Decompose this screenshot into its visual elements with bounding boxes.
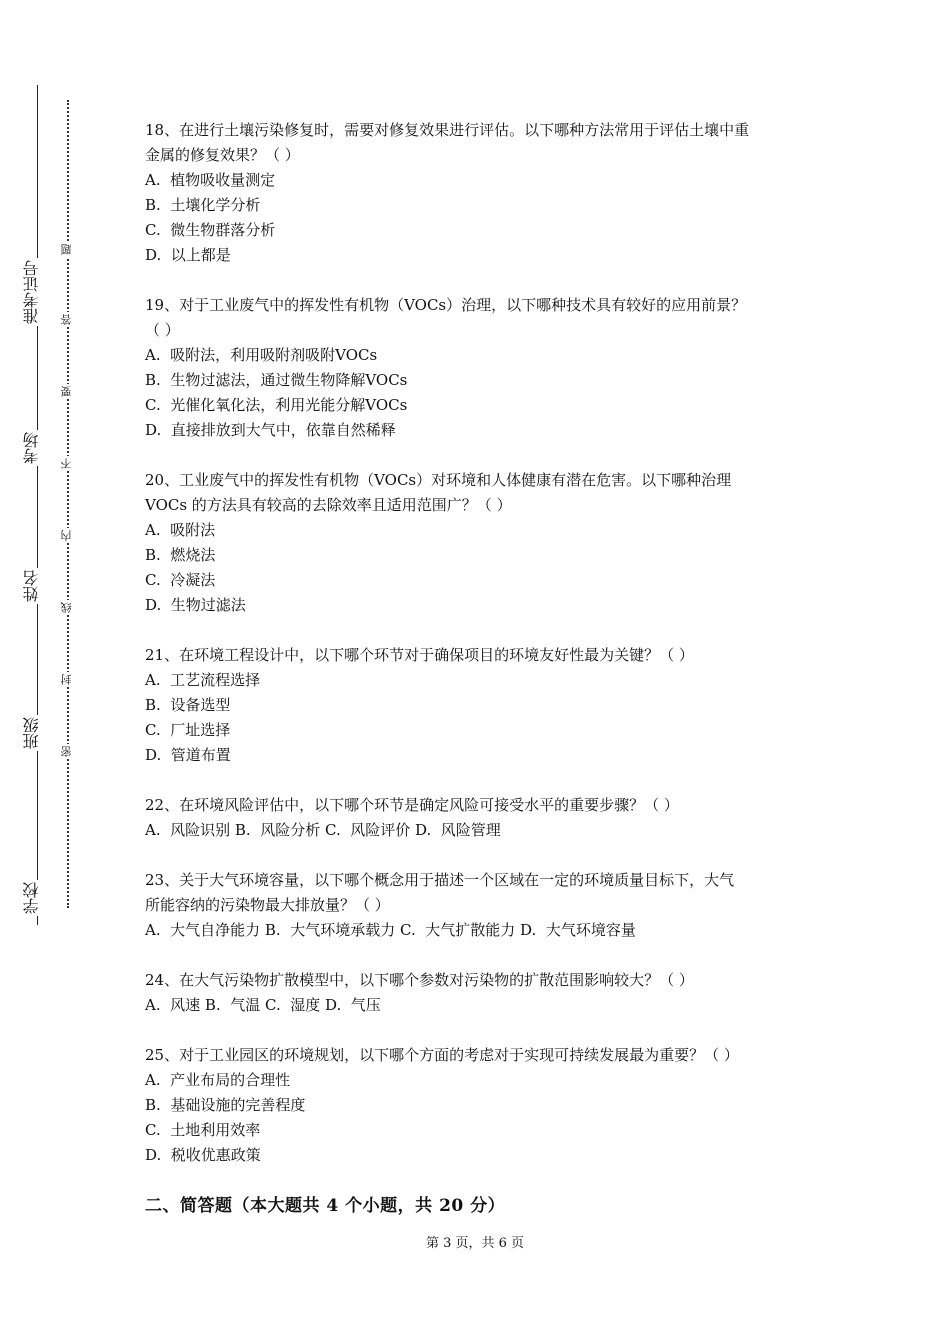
option: D. 税收优惠政策 xyxy=(145,1146,261,1164)
option: C. 厂址选择 xyxy=(145,721,231,739)
binding-label-name: 姓名 xyxy=(20,568,54,604)
seal-char: 题 xyxy=(60,244,73,255)
question-20 xyxy=(145,468,815,618)
question-stem: 19、对于工业废气中的挥发性有机物（VOCs）治理，以下哪种技术具有较好的应用前景？ xyxy=(145,296,747,314)
question-stem: 20、工业废气中的挥发性有机物（VOCs）对环境和人体健康有潜在危害。以下哪种治理 xyxy=(145,471,732,489)
question-stem: 18、在进行土壤污染修复时，需要对修复效果进行评估。以下哪种方法常用于评估土壤中重 xyxy=(145,121,750,139)
question-stem: 金属的修复效果？（ ） xyxy=(145,146,300,164)
question-stem: 25、对于工业园区的环境规划，以下哪个方面的考虑对于实现可持续发展最为重要？（ ） xyxy=(145,1046,739,1064)
question-18 xyxy=(145,118,815,268)
page-number: 第 3 页，共 6 页 xyxy=(425,1236,525,1251)
question-stem: VOCs 的方法具有较高的去除效率且适用范围广？（ ） xyxy=(145,496,512,514)
question-stem: 22、在环境风险评估中，以下哪个环节是确定风险可接受水平的重要步骤？（ ） xyxy=(145,796,679,814)
option-row: A. 大气自净能力 B. 大气环境承载力 C. 大气扩散能力 D. 大气环境容量 xyxy=(145,921,636,939)
option: C. 土地利用效率 xyxy=(145,1121,261,1139)
question-24 xyxy=(145,968,815,1018)
question-25 xyxy=(145,1043,815,1168)
option: D. 以上都是 xyxy=(145,246,231,264)
option: A. 植物吸收量测定 xyxy=(145,171,276,189)
seal-char: 密 xyxy=(60,746,73,757)
question-stem: （ ） xyxy=(145,321,180,339)
seal-char: 线 xyxy=(60,602,73,613)
option: D. 直接排放到大气中，依靠自然稀释 xyxy=(145,421,396,439)
seal-char: 不 xyxy=(60,458,73,469)
option: D. 管道布置 xyxy=(145,746,231,764)
binding-label-class: 班级 xyxy=(20,715,54,751)
option-row: A. 风险识别 B. 风险分析 C. 风险评价 D. 风险管理 xyxy=(145,821,501,839)
option: A. 产业布局的合理性 xyxy=(145,1071,291,1089)
question-23 xyxy=(145,868,815,943)
option: B. 设备选型 xyxy=(145,696,231,714)
option: C. 光催化氧化法，利用光能分解VOCs xyxy=(145,396,408,414)
option: A. 吸附法，利用吸附剂吸附VOCs xyxy=(145,346,378,364)
option: A. 吸附法 xyxy=(145,521,216,539)
seal-char: 封 xyxy=(60,674,73,685)
binding-label-exam-room: 考场 xyxy=(20,430,54,466)
question-22 xyxy=(145,793,815,843)
seal-char: 内 xyxy=(60,530,73,541)
option: B. 生物过滤法，通过微生物降解VOCs xyxy=(145,371,408,389)
binding-dotted-line xyxy=(67,100,69,908)
question-stem: 24、在大气污染物扩散模型中，以下哪个参数对污染物的扩散范围影响较大？（ ） xyxy=(145,971,694,989)
question-list xyxy=(145,118,815,1219)
binding-solid-line xyxy=(37,85,38,925)
question-stem: 23、关于大气环境容量，以下哪个概念用于描述一个区域在一定的环境质量目标下，大气 xyxy=(145,871,735,889)
option: B. 基础设施的完善程度 xyxy=(145,1096,306,1114)
question-stem: 所能容纳的污染物最大排放量？（ ） xyxy=(145,896,390,914)
seal-char: 要 xyxy=(60,386,73,397)
option: A. 工艺流程选择 xyxy=(145,671,261,689)
option: B. 燃烧法 xyxy=(145,546,216,564)
binding-label-exam-id: 准考证号 xyxy=(20,258,54,326)
question-21 xyxy=(145,643,815,768)
option: D. 生物过滤法 xyxy=(145,596,246,614)
option: C. 微生物群落分析 xyxy=(145,221,276,239)
question-19 xyxy=(145,293,815,443)
binding-label-school: 学校 xyxy=(20,880,54,916)
seal-char: 答 xyxy=(60,314,73,325)
section-title: 二、简答题（本大题共 4 个小题，共 20 分） xyxy=(145,1196,506,1216)
option: C. 冷凝法 xyxy=(145,571,216,589)
question-stem: 21、在环境工程设计中，以下哪个环节对于确保项目的环境友好性最为关键？（ ） xyxy=(145,646,694,664)
option: B. 土壤化学分析 xyxy=(145,196,261,214)
option-row: A. 风速 B. 气温 C. 湿度 D. 气压 xyxy=(145,996,381,1014)
